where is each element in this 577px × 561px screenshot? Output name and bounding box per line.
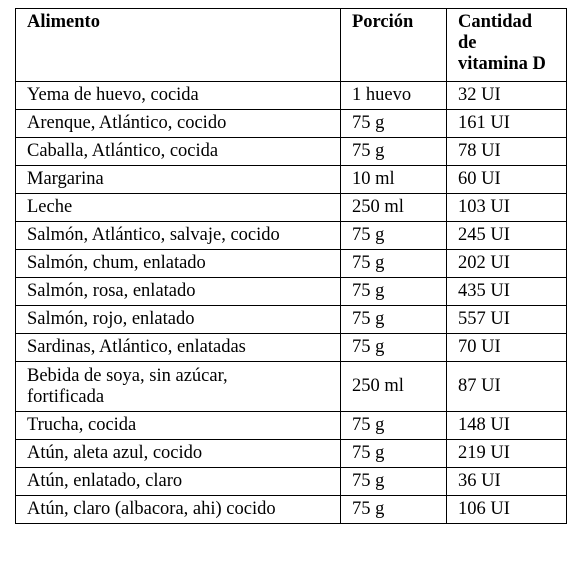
cell-portion: 75 g bbox=[341, 468, 447, 496]
cell-food: Sardinas, Atlántico, enlatadas bbox=[16, 334, 341, 362]
cell-amount: 219 UI bbox=[447, 440, 567, 468]
table-row bbox=[16, 362, 567, 412]
header-amount bbox=[447, 9, 567, 82]
cell-portion: 250 ml bbox=[341, 194, 447, 222]
cell-portion: 75 g bbox=[341, 496, 447, 524]
header-food: Alimento bbox=[16, 9, 341, 82]
header-amount-line1: Cantidad bbox=[458, 12, 533, 32]
table-row bbox=[16, 440, 567, 468]
cell-food: Salmón, chum, enlatado bbox=[16, 250, 341, 278]
header-amount-line3: vitamina D bbox=[458, 54, 546, 74]
cell-amount: 36 UI bbox=[447, 468, 567, 496]
cell-food-line2: fortificada bbox=[27, 386, 105, 407]
cell-food bbox=[16, 362, 341, 412]
cell-amount: 557 UI bbox=[447, 306, 567, 334]
cell-amount: 60 UI bbox=[447, 166, 567, 194]
table-row bbox=[16, 278, 567, 306]
cell-amount: 202 UI bbox=[447, 250, 567, 278]
cell-food: Salmón, Atlántico, salvaje, cocido bbox=[16, 222, 341, 250]
cell-food: Arenque, Atlántico, cocido bbox=[16, 110, 341, 138]
cell-amount: 161 UI bbox=[447, 110, 567, 138]
cell-portion: 75 g bbox=[341, 334, 447, 362]
cell-amount: 78 UI bbox=[447, 138, 567, 166]
cell-portion: 75 g bbox=[341, 440, 447, 468]
cell-food: Salmón, rojo, enlatado bbox=[16, 306, 341, 334]
cell-amount: 245 UI bbox=[447, 222, 567, 250]
cell-portion: 75 g bbox=[341, 222, 447, 250]
table-row bbox=[16, 138, 567, 166]
table-row bbox=[16, 82, 567, 110]
table-row bbox=[16, 194, 567, 222]
cell-amount: 32 UI bbox=[447, 82, 567, 110]
table-row bbox=[16, 306, 567, 334]
cell-food: Margarina bbox=[16, 166, 341, 194]
cell-amount: 106 UI bbox=[447, 496, 567, 524]
table-row bbox=[16, 334, 567, 362]
cell-amount: 435 UI bbox=[447, 278, 567, 306]
table-row bbox=[16, 468, 567, 496]
cell-portion: 75 g bbox=[341, 138, 447, 166]
cell-portion: 75 g bbox=[341, 412, 447, 440]
cell-food-line1: Bebida de soya, sin azúcar, bbox=[27, 365, 228, 386]
header-amount-line2: de bbox=[458, 33, 477, 53]
cell-portion: 250 ml bbox=[341, 362, 447, 412]
cell-portion: 75 g bbox=[341, 306, 447, 334]
cell-food: Atún, aleta azul, cocido bbox=[16, 440, 341, 468]
vitamin-d-table bbox=[15, 8, 567, 524]
table-row bbox=[16, 412, 567, 440]
cell-portion: 75 g bbox=[341, 250, 447, 278]
table-row bbox=[16, 222, 567, 250]
cell-portion: 1 huevo bbox=[341, 82, 447, 110]
table-row bbox=[16, 250, 567, 278]
table-row bbox=[16, 166, 567, 194]
header-portion: Porción bbox=[341, 9, 447, 82]
cell-food: Atún, enlatado, claro bbox=[16, 468, 341, 496]
cell-amount: 103 UI bbox=[447, 194, 567, 222]
table-header-row bbox=[16, 9, 567, 82]
cell-food: Leche bbox=[16, 194, 341, 222]
cell-portion: 10 ml bbox=[341, 166, 447, 194]
table-row bbox=[16, 110, 567, 138]
cell-food: Yema de huevo, cocida bbox=[16, 82, 341, 110]
cell-food: Caballa, Atlántico, cocida bbox=[16, 138, 341, 166]
table-row bbox=[16, 496, 567, 524]
cell-food: Trucha, cocida bbox=[16, 412, 341, 440]
cell-amount: 148 UI bbox=[447, 412, 567, 440]
cell-amount: 70 UI bbox=[447, 334, 567, 362]
cell-amount: 87 UI bbox=[447, 362, 567, 412]
cell-food: Atún, claro (albacora, ahi) cocido bbox=[16, 496, 341, 524]
cell-portion: 75 g bbox=[341, 110, 447, 138]
cell-portion: 75 g bbox=[341, 278, 447, 306]
cell-food: Salmón, rosa, enlatado bbox=[16, 278, 341, 306]
